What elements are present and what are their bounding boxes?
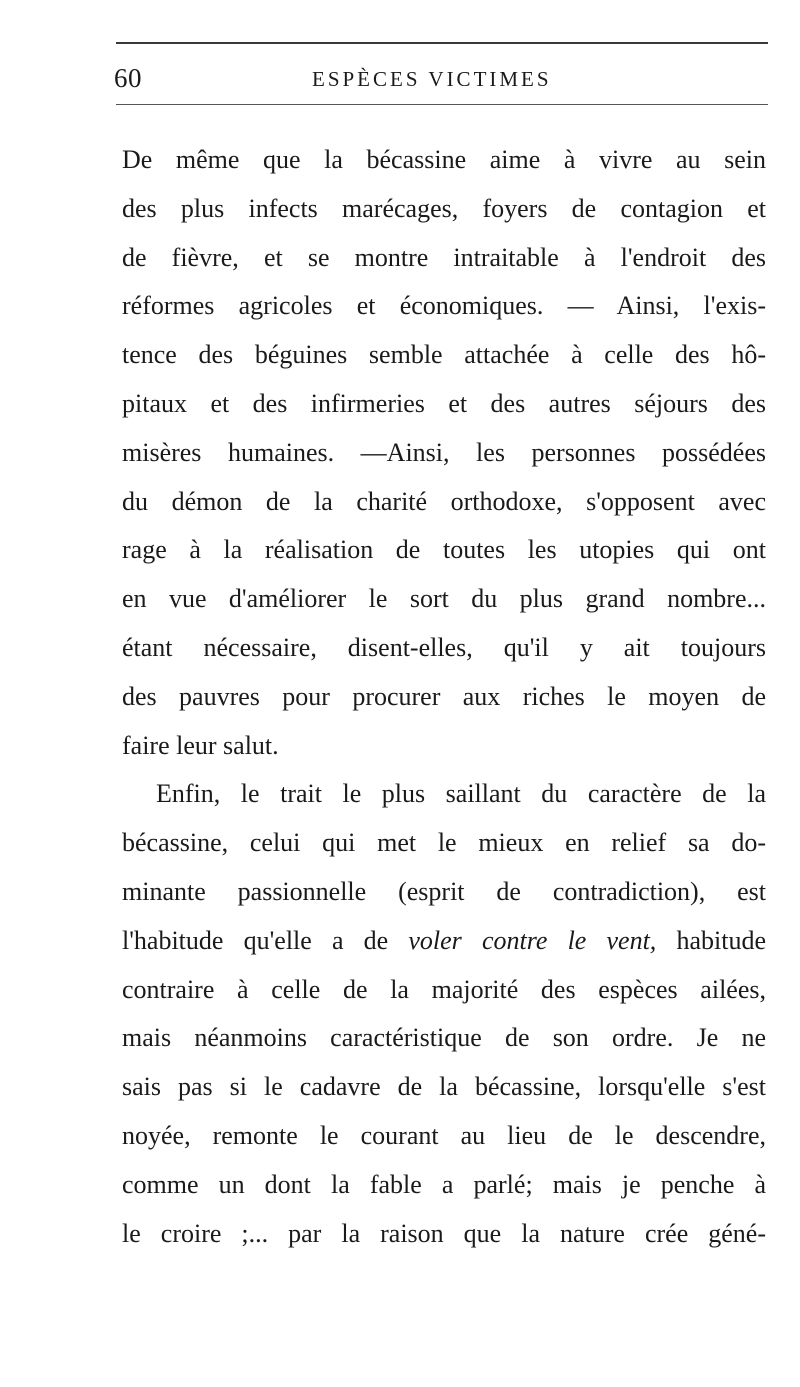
- emphasized-phrase: voler contre le vent,: [408, 925, 657, 955]
- header-bottom-rule: [116, 104, 768, 105]
- text-line: De même que la bécassine aime à vivre au sein: [122, 145, 766, 174]
- text-line: minante passionnelle (esprit de contradiction), est: [122, 876, 766, 906]
- text-line: des pauvres pour procurer aux riches le moyen de: [122, 681, 766, 711]
- text-line-with-emphasis: [122, 919, 766, 968]
- text-line: bécassine, celui qui met le mieux en relief sa do-: [122, 828, 766, 858]
- body-text: [122, 138, 766, 1260]
- paragraph-start-line: Enfin, le trait le plus saillant du caractère de la: [156, 779, 766, 809]
- page-number: 60: [114, 63, 142, 93]
- header-top-rule: [116, 42, 768, 44]
- line-text: l'habitude qu'elle a de: [122, 925, 409, 955]
- text-line: des plus infects marécages, foyers de contagion et: [122, 193, 766, 223]
- text-line: étant nécessaire, disent-elles, qu'il y ait toujours: [122, 632, 766, 662]
- text-line: contraire à celle de la majorité des espèces ailées,: [122, 974, 766, 1004]
- text-line: du démon de la charité orthodoxe, s'opposent avec: [122, 486, 766, 516]
- text-line: de fièvre, et se montre intraitable à l'endroit des: [122, 242, 766, 272]
- text-line: noyée, remonte le courant au lieu de le descendre,: [122, 1120, 766, 1150]
- text-line: rage à la réalisation de toutes les utopies qui ont: [122, 535, 766, 565]
- running-title: ESPÈCES VICTIMES: [312, 67, 552, 91]
- text-line: le croire ;... par la raison que la nature crée géné-: [122, 1218, 766, 1248]
- text-line: pitaux et des infirmeries et des autres séjours des: [122, 388, 766, 418]
- text-line: en vue d'améliorer le sort du plus grand nombre...: [122, 584, 766, 614]
- text-line: comme un dont la fable a parlé; mais je penche à: [122, 1169, 766, 1199]
- paragraph-end-line: faire leur salut.: [122, 730, 279, 760]
- line-text: habitude: [656, 925, 766, 955]
- text-line: misères humaines. —Ainsi, les personnes possédées: [122, 437, 766, 467]
- text-line: tence des béguines semble attachée à celle des hô-: [122, 340, 766, 370]
- text-line: sais pas si le cadavre de la bécassine, lorsqu'elle s'est: [122, 1072, 766, 1102]
- text-line: mais néanmoins caractéristique de son ordre. Je ne: [122, 1023, 766, 1053]
- text-line: réformes agricoles et économiques. — Ainsi, l'exis-: [122, 291, 766, 321]
